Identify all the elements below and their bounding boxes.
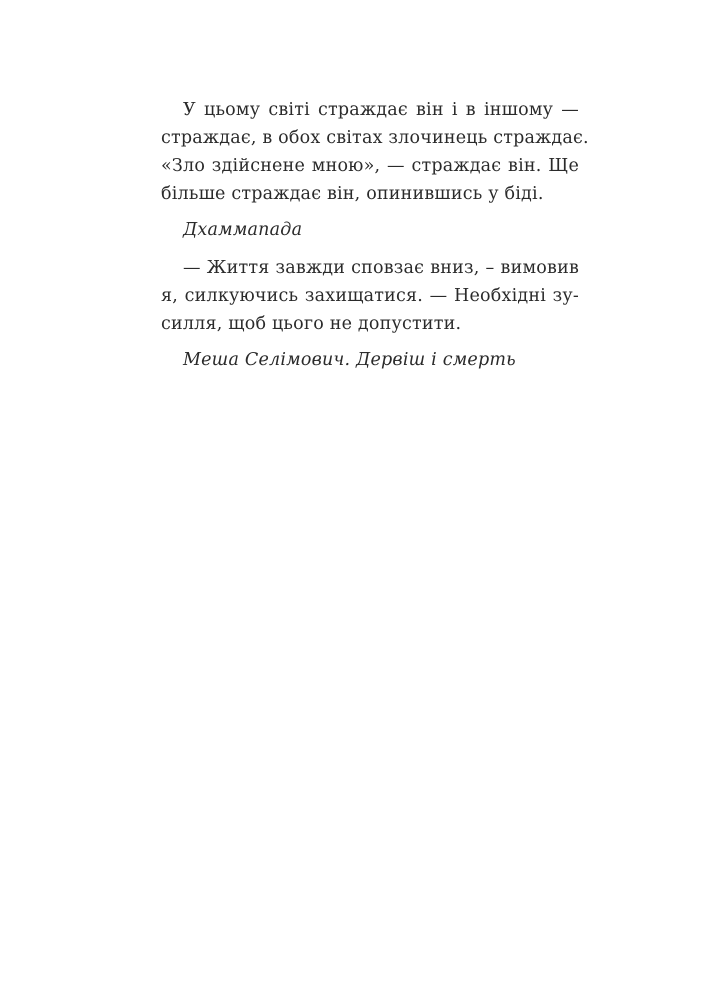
epigraph-selimovic	[161, 254, 579, 374]
quote-line: я, силкуючись захищатися. — Необхідні зу-	[161, 286, 579, 306]
quote-line: «Зло здійснене мною», — страждає він. Ще	[161, 156, 579, 176]
quote-line: У цьому світі страждає він і в іншому —	[183, 100, 579, 120]
quote-line: — Життя завжди сповзає вниз, – вимовив	[183, 258, 579, 278]
epigraph-dhammapada	[161, 96, 589, 244]
epigraph-attribution: Меша Селімович. Дервіш і смерть	[183, 350, 516, 370]
quote-line: більше страждає він, опинившись у біді.	[161, 184, 544, 204]
epigraph-attribution: Дхаммапада	[183, 220, 303, 240]
quote-line: силля, щоб цього не допустити.	[161, 314, 462, 334]
quote-line: страждає, в обох світах злочинець страждає.	[161, 128, 589, 148]
